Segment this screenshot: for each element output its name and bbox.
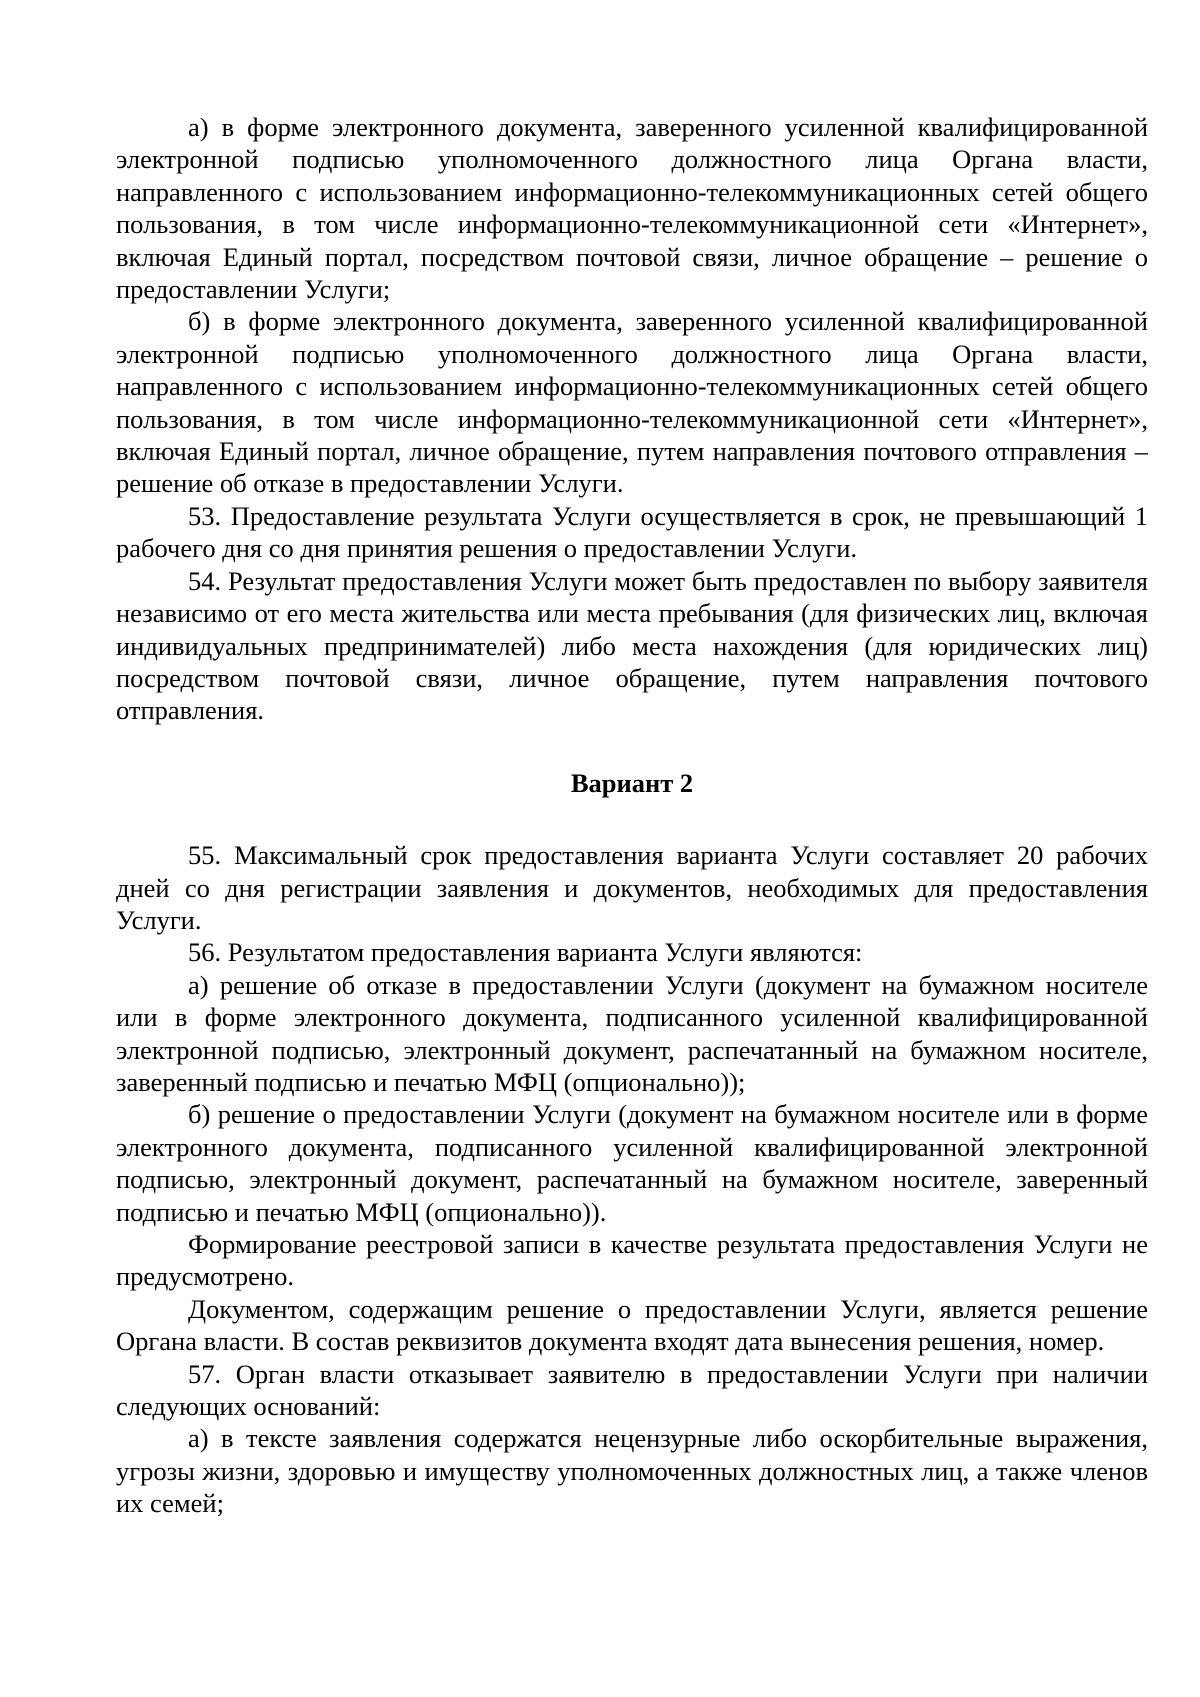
- paragraph-55: 55. Максимальный срок предоставления варианта Услуги составляет 20 рабочих дней со дня регистрации заявления и документов, необходимых для предоставления Услуги.: [116, 840, 1148, 935]
- paragraph-56-b: б) решение о предоставлении Услуги (документ на бумажном носителе или в форме электронного документа, подписанного усиленной квалифицированной электронной подписью, электронный документ, распечатанный на бумажном носителе, заверенный подписью и печатью МФЦ (опционально)).: [116, 1099, 1148, 1227]
- paragraph-result-a: а) в форме электронного документа, заверенного усиленной квалифицированной электронной подписью уполномоченного должностного лица Органа власти, направленного с использованием информационно-телекоммуникационных сетей общего пользования, в том числе информационно-телекоммуникационной сети «Интернет», включая Единый портал, посредством почтовой связи, личное обращение – решение о предоставлении Услуги;: [116, 112, 1148, 305]
- paragraph-registry-record: Формирование реестровой записи в качестве результата предоставления Услуги не предусмотрено.: [116, 1229, 1148, 1292]
- paragraph-54: 54. Результат предоставления Услуги может быть предоставлен по выбору заявителя независимо от его места жительства или места пребывания (для физических лиц, включая индивидуальных предпринимателей) либо места нахождения (для юридических лиц) посредством почтовой связи, личное обращение, путем направления почтового отправления.: [116, 565, 1148, 726]
- paragraph-result-b: б) в форме электронного документа, заверенного усиленной квалифицированной электронной подписью уполномоченного должностного лица Органа власти, направленного с использованием информационно-телекоммуникационных сетей общего пользования, в том числе информационно-телекоммуникационной сети «Интернет», включая Единый портал, личное обращение, путем направления почтового отправления – решение об отказе в предоставлении Услуги.: [116, 306, 1148, 499]
- paragraph-56: 56. Результатом предоставления варианта Услуги являются:: [188, 937, 863, 968]
- paragraph-57-a: а) в тексте заявления содержатся нецензурные либо оскорбительные выражения, угрозы жизни, здоровью и имуществу уполномоченных должностных лиц, а также членов их семей;: [116, 1423, 1148, 1519]
- paragraph-53: 53. Предоставление результата Услуги осуществляется в срок, не превышающий 1 рабочего дня со дня принятия решения о предоставлении Услуги.: [116, 500, 1148, 564]
- section-heading: Вариант 2: [570, 767, 694, 798]
- paragraph-decision-document: Документом, содержащим решение о предоставлении Услуги, является решение Органа власти. В состав реквизитов документа входят дата вынесения решения, номер.: [116, 1293, 1148, 1357]
- document-page: [116, 111, 1148, 1520]
- paragraph-56-a: а) решение об отказе в предоставлении Услуги (документ на бумажном носителе или в форме электронного документа, подписанного усиленной квалифицированной электронной подписью, электронный документ, распечатанный на бумажном носителе, заверенный подписью и печатью МФЦ (опционально));: [116, 969, 1148, 1097]
- paragraph-57: 57. Орган власти отказывает заявителю в предоставлении Услуги при наличии следующих оснований:: [116, 1358, 1148, 1422]
